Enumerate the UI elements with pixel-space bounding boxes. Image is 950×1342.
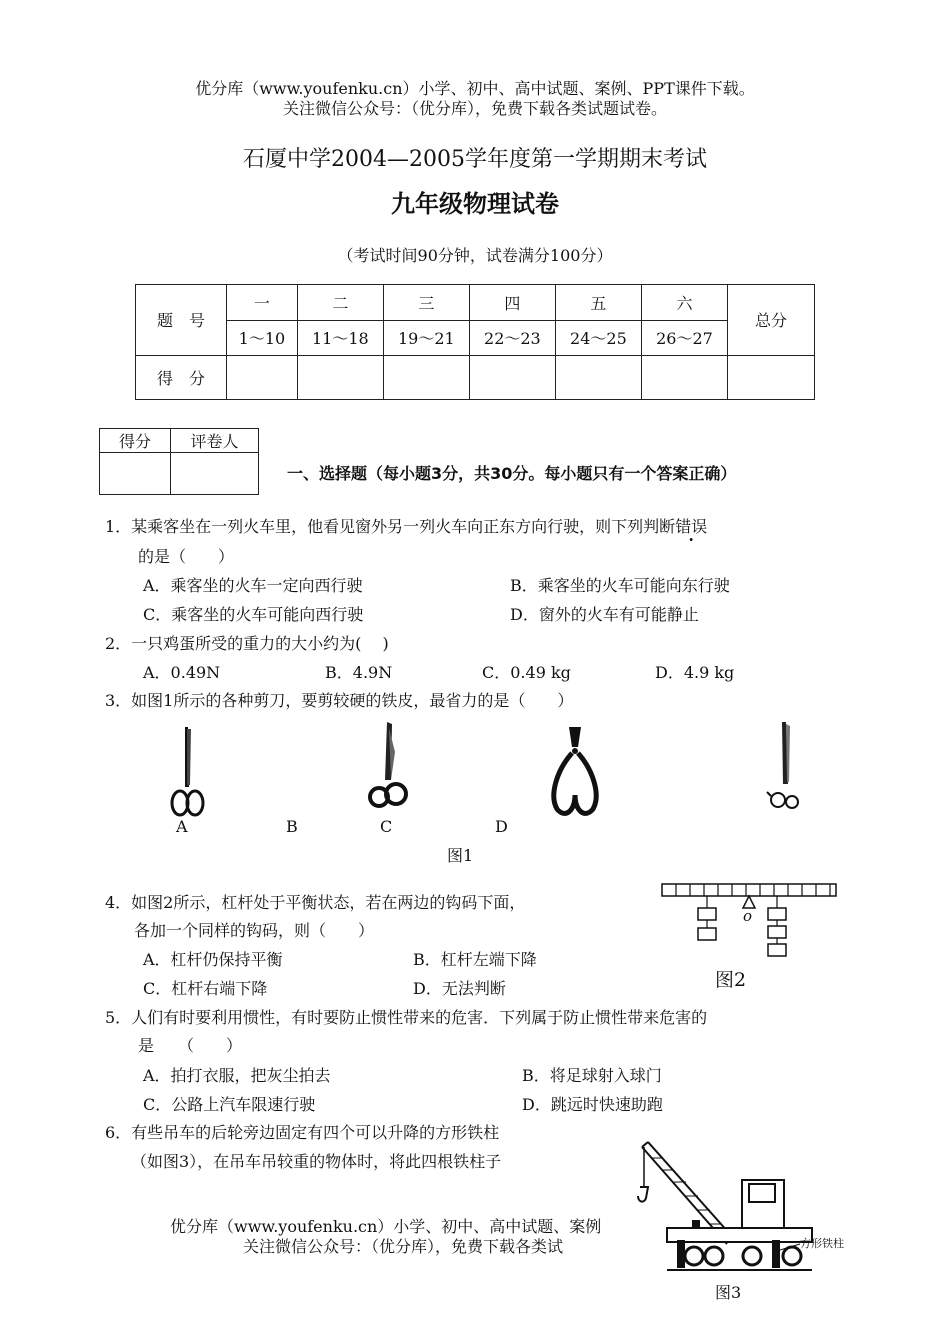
section-header: 四 (469, 285, 555, 321)
q4-option-b[interactable]: B．杠杆左端下降 (413, 950, 537, 969)
lever-pivot-label: o (743, 907, 753, 925)
score-cell[interactable] (227, 355, 298, 399)
section-header: 二 (297, 285, 383, 321)
site-header-line2: 关注微信公众号：（优分库），免费下载各类试题试卷。 (282, 99, 667, 118)
exam-info: （考试时间90分钟，试卷满分100分） (337, 246, 613, 265)
q2-option-b[interactable]: B．4.9N (325, 663, 393, 682)
site-footer-line2: 关注微信公众号：（优分库），免费下载各类试 (243, 1237, 564, 1256)
total-header: 总分 (728, 285, 815, 356)
q1-option-c[interactable]: C．乘客坐的火车可能向西行驶 (143, 605, 364, 624)
q2-option-c[interactable]: C．0.49 kg (482, 663, 571, 682)
q3-text: 3．如图1所示的各种剪刀，要剪较硬的铁皮，最省力的是（ ） (105, 691, 574, 710)
score-cell[interactable] (297, 355, 383, 399)
fig1-caption: 图1 (447, 846, 474, 865)
fig1-label-c: C (380, 817, 393, 836)
exam-title: 石厦中学2004—2005学年度第一学期期末考试 (243, 147, 707, 172)
q4-option-d[interactable]: D．无法判断 (413, 979, 506, 998)
q5-option-a[interactable]: A．拍打衣服，把灰尘拍去 (143, 1066, 331, 1085)
q1-emphasis: 错误 (675, 517, 708, 536)
fig3-caption: 图3 (715, 1283, 742, 1302)
row-label-question: 题 号 (136, 285, 227, 356)
score-cell[interactable] (383, 355, 469, 399)
site-header-line1: 优分库（www.youfenku.cn）小学、初中、高中试题、案例、PPT课件下载。 (195, 79, 755, 98)
score-cell[interactable] (555, 355, 641, 399)
crane-diagram (632, 1132, 832, 1282)
score-table (135, 284, 815, 400)
q1-line2: 的是（ ） (138, 547, 235, 566)
grader-score-label: 得分 (100, 429, 171, 453)
q1-option-d[interactable]: D．窗外的火车有可能静止 (510, 605, 699, 624)
range-cell: 11～18 (297, 321, 383, 355)
q2-option-a[interactable]: A．0.49N (143, 663, 221, 682)
q1-option-a[interactable]: A．乘客坐的火车一定向西行驶 (143, 576, 363, 595)
grader-score-cell[interactable] (100, 453, 171, 495)
exam-subtitle: 九年级物理试卷 (391, 190, 559, 218)
range-cell: 22～23 (469, 321, 555, 355)
q4-option-c[interactable]: C．杠杆右端下降 (143, 979, 268, 998)
scissors-d-icon (765, 722, 805, 812)
range-cell: 1～10 (227, 321, 298, 355)
score-cell[interactable] (641, 355, 727, 399)
grader-name-cell[interactable] (171, 453, 259, 495)
total-score-cell[interactable] (728, 355, 815, 399)
tin-snips-icon (545, 725, 605, 820)
q4-line2: 各加一个同样的钩码，则（ ） (134, 921, 375, 940)
crane-column-label: 方形铁柱 (800, 1237, 844, 1250)
score-cell[interactable] (469, 355, 555, 399)
q5-option-d[interactable]: D．跳远时快速助跑 (522, 1095, 663, 1114)
q5-line2: 是 （ ） (138, 1036, 243, 1055)
scissors-c-icon (365, 722, 410, 814)
section-header: 六 (641, 285, 727, 321)
scissors-a-icon (165, 725, 210, 820)
q6-line2: （如图3），在吊车吊较重的物体时，将此四根铁柱子 (131, 1152, 502, 1171)
range-cell: 26～27 (641, 321, 727, 355)
q2-option-d[interactable]: D．4.9 kg (655, 663, 735, 682)
q1-text: 1．某乘客坐在一列火车里，他看见窗外另一列火车向正东方向行驶，则下列判断 (105, 517, 676, 536)
grader-name-label: 评卷人 (171, 429, 259, 453)
q5-option-b[interactable]: B．将足球射入球门 (522, 1066, 662, 1085)
fig1-label-b: B (286, 817, 298, 836)
q4-option-a[interactable]: A．杠杆仍保持平衡 (143, 950, 283, 969)
row-label-score: 得 分 (136, 355, 227, 399)
section-header: 三 (383, 285, 469, 321)
q1-option-b[interactable]: B．乘客坐的火车可能向东行驶 (510, 576, 730, 595)
q5-line1: 5．人们有时要利用惯性，有时要防止惯性带来的危害．下列属于防止惯性带来危害的 (105, 1008, 708, 1027)
site-footer-line1: 优分库（www.youfenku.cn）小学、初中、高中试题、案例 (170, 1217, 602, 1236)
q1-line1 (105, 517, 707, 537)
fig1-label-a: A (176, 817, 188, 836)
q4-line1: 4．如图2所示，杠杆处于平衡状态，若在两边的钩码下面， (105, 893, 526, 912)
fig2-caption: 图2 (715, 969, 747, 991)
fig1-label-d: D (495, 817, 508, 836)
section-header: 一 (227, 285, 298, 321)
q5-option-c[interactable]: C．公路上汽车限速行驶 (143, 1095, 316, 1114)
grader-table (99, 428, 259, 495)
range-cell: 19～21 (383, 321, 469, 355)
section1-title: 一、选择题（每小题3分，共30分。每小题只有一个答案正确） (287, 464, 737, 483)
q6-line1: 6．有些吊车的后轮旁边固定有四个可以升降的方形铁柱 (105, 1123, 500, 1142)
q2-text: 2．一只鸡蛋所受的重力的大小约为( ) (105, 634, 389, 653)
range-cell: 24～25 (555, 321, 641, 355)
section-header: 五 (555, 285, 641, 321)
